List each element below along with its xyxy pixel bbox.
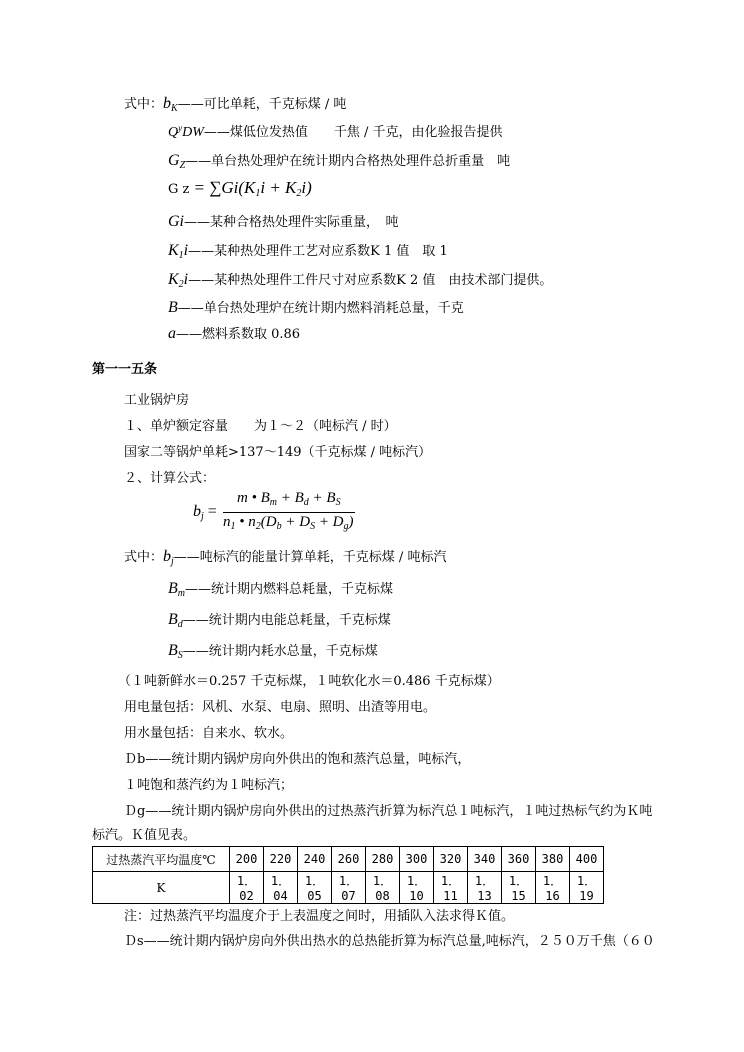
ds-definition: Ｄs——统计期内锅炉房向外供出热水的总热能折算为标汽总量,吨标汽，２５０万千焦（６０ [124,934,655,949]
k-row-label: K [93,872,230,904]
formula-numerator: m • $B_m + B_d + B_S$ [237,490,341,508]
formula-denominator: $n_1$ • $n_2(D_b + D_S + D_g)$ [223,514,354,532]
formula-gz: G $z = \sum Gi(K_1i + K_2i)$ [168,178,312,199]
dg-definition-line1: Ｄg——统计期内锅炉房向外供出的过热蒸汽折算为标汽总１吨标汽，１吨过热标气约为Ｋ吨 [124,804,653,819]
bk-symbol: $b_K$ [163,95,178,114]
temp-cell: 340 [468,847,502,872]
table-row [93,872,604,904]
water-usage: 用水量包括：自来水、软水。 [124,726,294,741]
k-cell: 1．19 [570,872,604,904]
power-usage: 用电量包括：风机、水泵、电扇、照明、出渣等用电。 [124,700,437,715]
section-heading: 第一一五条 [92,362,158,377]
k-cell: 1．13 [468,872,502,904]
temp-cell: 320 [434,847,468,872]
k-cell: 1．15 [502,872,536,904]
water-note: （１吨新鲜水＝0.257 千克标煤，１吨软化水＝0.486 千克标煤） [118,674,500,689]
table-note: 注：过热蒸汽平均温度介于上表温度之间时，用插队入法求得Ｋ值。 [124,909,515,924]
gz-symbol: $G_Z$ [168,152,186,171]
temp-cell: 300 [400,847,434,872]
k-cell: 1．04 [264,872,298,904]
symbol-definition-bd: $B_d——$统计期内电能总耗量，千克标煤 [168,611,391,630]
dg-definition-line2: 标汽。Ｋ值见表。 [92,828,197,843]
gz-description: ——单台热处理炉在统计期内合格热处理件总折重量 吨 [185,154,511,169]
symbol-definition-bk [124,93,346,114]
table-header-label: 过热蒸汽平均温度℃ [93,847,230,872]
item-1: １、单炉额定容量 为１～２（吨标汽 / 时） [124,419,397,434]
symbol-definition-k2i: $K_2i——$某种热处理件工件尺寸对应系数K 2 值 由技术部门提供。 [168,271,553,290]
temp-cell: 360 [502,847,536,872]
k-cell: 1．08 [366,872,400,904]
temp-cell: 220 [264,847,298,872]
temp-cell: 240 [298,847,332,872]
k-cell: 1．02 [230,872,264,904]
symbol-definition-gz [168,150,510,171]
db-definition: Ｄb——统计期内锅炉房向外供出的饱和蒸汽总量，吨标汽， [124,752,471,767]
symbol-definition-bj: 式中：$b_j——$吨标汽的能量计算单耗，千克标煤 / 吨标汽 [124,548,447,567]
bk-description: ——可比单耗，千克标煤 / 吨 [177,97,347,112]
table-row [93,847,604,872]
k-cell: 1．11 [434,872,468,904]
k-cell: 1．10 [400,872,434,904]
k-value-table [92,846,604,904]
temp-cell: 280 [366,847,400,872]
k-cell: 1．05 [298,872,332,904]
k-cell: 1．07 [332,872,366,904]
temp-cell: 200 [230,847,264,872]
section-title: 工业锅炉房 [124,393,190,408]
temp-cell: 380 [536,847,570,872]
temp-cell: 260 [332,847,366,872]
national-standard: 国家二等锅炉单耗>137～149（千克标煤 / 吨标汽） [124,445,432,460]
symbol-definition-a: a——燃料系数取 0.86 [168,325,301,342]
qdw-symbol: $Q^yDW$ [168,123,204,140]
k-cell: 1．16 [536,872,570,904]
symbol-definition-b: B——单台热处理炉在统计期内燃料消耗总量，千克 [168,299,464,316]
temp-cell: 400 [570,847,604,872]
fraction-bar [223,512,355,513]
prefix-label: 式中： [124,97,164,112]
formula-lhs: $b_j$ = [193,503,217,522]
symbol-definition-k1i: $K_1i——$某种热处理件工艺对应系数K 1 值 取 1 [168,242,448,261]
symbol-definition-bm: $B_m——$统计期内燃料总耗量，千克标煤 [168,580,394,599]
item-2: ２、计算公式： [124,471,216,486]
qdw-description: ——煤低位发热值 千焦 / 千克，由化验报告提供 [203,125,503,140]
symbol-definition-bs: $B_S——$统计期内耗水总量，千克标煤 [168,642,378,661]
formula-fraction [223,490,355,536]
symbol-definition-qdw [168,121,503,141]
symbol-definition-gi: Gi——某种合格热处理件实际重量， 吨 [168,213,399,230]
db-note: １吨饱和蒸汽约为１吨标汽； [124,778,294,793]
